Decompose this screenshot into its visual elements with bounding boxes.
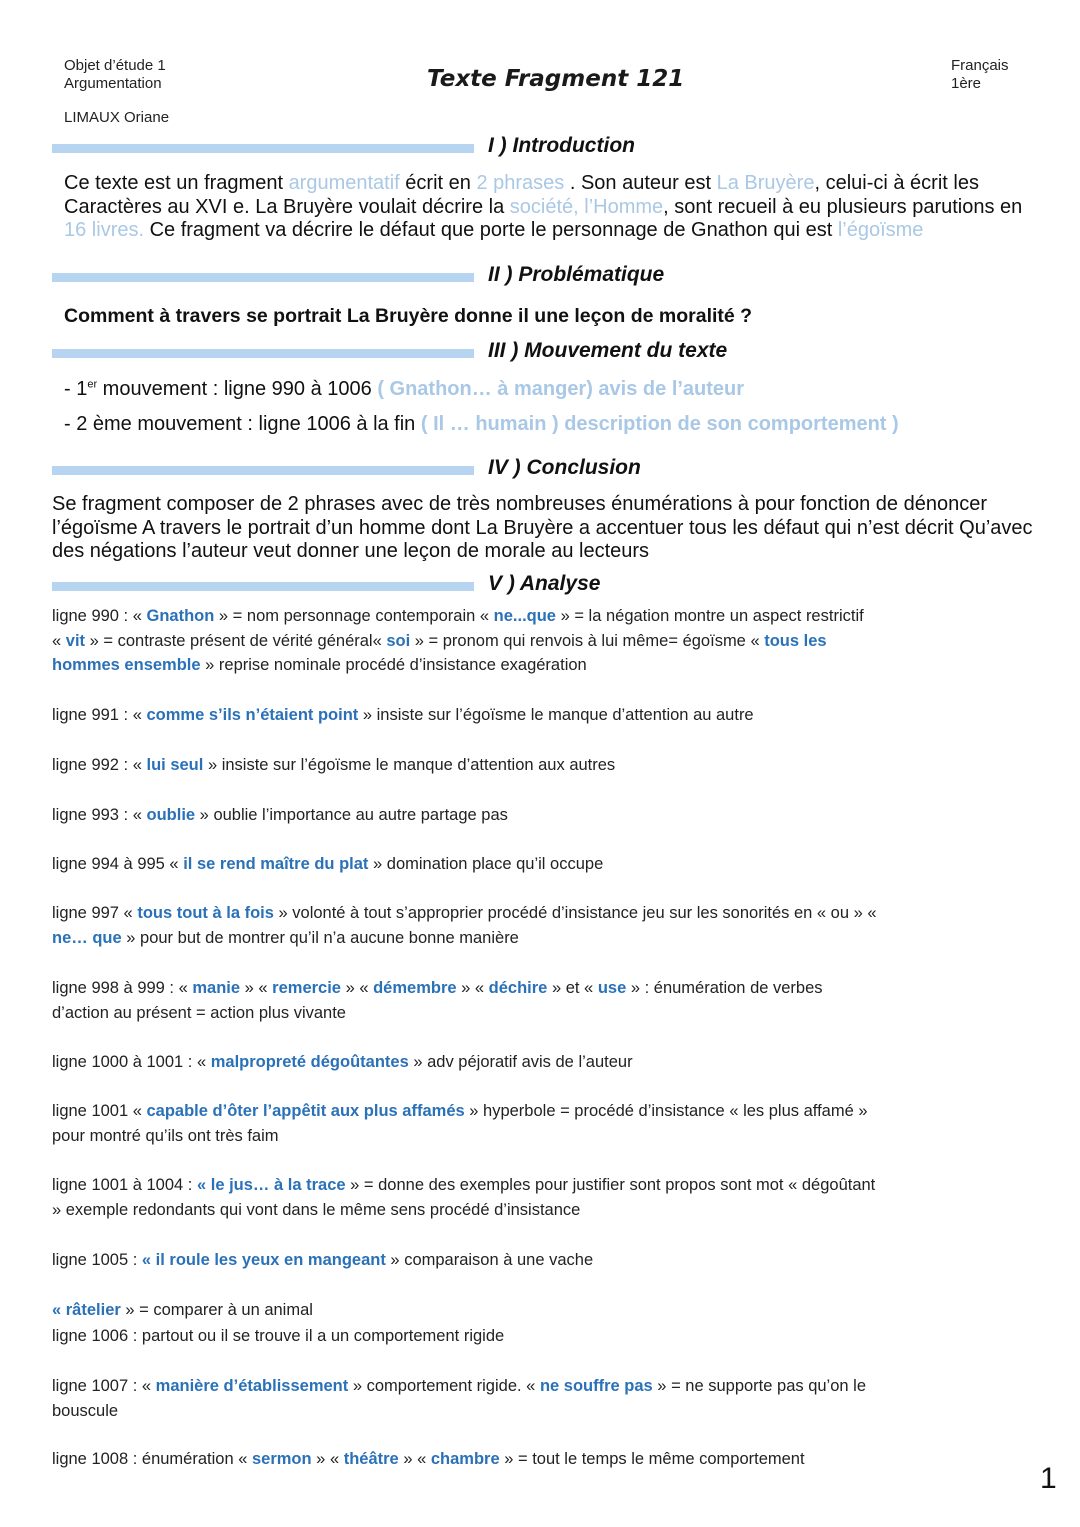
analysis-keyword: vit — [65, 631, 86, 650]
section-bar — [52, 144, 474, 153]
analysis-text: » insiste sur l’égoïsme le manque d’attention au autre — [358, 706, 754, 724]
level: 1ère — [951, 75, 982, 92]
analysis-text: » hyperbole = procédé d’insistance « les plus affamé » pour montré qu’ils ont très faim — [52, 1102, 868, 1145]
analysis-text: » « — [456, 979, 489, 997]
analysis-keyword: malpropreté dégoûtantes — [210, 1053, 409, 1071]
analysis-text: ligne 1001 « — [52, 1102, 147, 1120]
analysis-item — [52, 703, 877, 728]
intro-highlight: 16 livres. — [64, 219, 145, 241]
analysis-text: ligne 1001 à 1004 : — [52, 1176, 197, 1194]
movement-text: - 1 — [64, 378, 88, 400]
movement-text: mouvement : ligne 990 à 1006 — [97, 378, 378, 400]
analysis-item — [52, 1374, 887, 1423]
analysis-text: » = donne des exemples pour justifier sont propos sont mot « dégoûtant » exemple redondants qui vont dans le même sens procédé d’insistance — [52, 1176, 876, 1219]
analysis-keyword: il se rend maître du plat — [183, 855, 369, 873]
analysis-text: » « — [398, 1450, 431, 1468]
analysis-text: » volonté à tout s’approprier procédé d’insistance jeu sur les sonorités en « ou » « — [273, 904, 877, 922]
analysis-text: » « — [340, 979, 374, 997]
analysis-text: » reprise nominale procédé d’insistance exagération — [200, 656, 587, 674]
analysis-keyword: ne… que — [52, 928, 122, 947]
analysis-text: ligne 991 : « — [52, 706, 147, 724]
intro-text: , celui-ci à écrit les Caractères au XVI e. La Bruyère voulait décrire la — [64, 172, 979, 218]
intro-paragraph — [64, 172, 1039, 243]
analysis-keyword: tous tout à la fois — [137, 904, 274, 922]
analysis-text: » et « — [547, 979, 598, 997]
analysis-item — [52, 1050, 877, 1075]
analysis-text: ligne 1008 : énumération « — [52, 1450, 252, 1468]
analysis-text: » oublie l’importance au autre partage pas — [195, 806, 508, 824]
intro-text: Ce texte est un fragment — [64, 172, 289, 194]
analysis-item — [52, 1099, 877, 1148]
movement-highlight: ( Il … humain ) description de son comportement ) — [420, 413, 899, 435]
analysis-item — [52, 901, 877, 950]
analysis-item — [52, 604, 877, 678]
analysis-keyword: use — [597, 979, 627, 997]
analysis-item — [52, 976, 842, 1025]
section-bar — [52, 466, 474, 475]
analysis-text: ligne 1000 à 1001 : « — [52, 1053, 211, 1071]
section-title: III ) Mouvement du texte — [488, 339, 728, 362]
analysis-text: » = nom personnage contemporain « — [214, 607, 494, 625]
analysis-text: » « — [311, 1450, 344, 1468]
analysis-keyword: déchire — [488, 979, 548, 997]
analysis-text: ligne 1006 : partout ou il se trouve il a un comportement rigide — [52, 1327, 505, 1345]
analysis-keyword: capable d’ôter l’appêtit aux plus affamés — [146, 1102, 465, 1120]
intro-highlight: argumentatif — [288, 172, 400, 194]
conclusion-paragraph: Se fragment composer de 2 phrases avec de très nombreuses énumérations à pour fonction de dénoncer l’égoïsme A travers le portrait d’un homme dont La Bruyère a accentuer tous les défaut qui n’est décrit Qu’avec des négations l’auteur veut donner une leçon de morale au lecteurs — [52, 493, 1033, 562]
analysis-keyword: démembre — [373, 979, 457, 997]
analysis-text: ligne 990 : « — [52, 607, 147, 625]
analysis-text: » « — [240, 979, 273, 997]
analysis-text: ligne 1005 : — [52, 1251, 142, 1269]
analysis-text: ligne 992 : « — [52, 756, 147, 774]
analysis-text: ligne 993 : « — [52, 806, 147, 824]
analysis-keyword: comme s’ils n’étaient point — [146, 706, 359, 724]
analysis-text: » = pronom qui renvois à lui même= égoïsme « — [410, 631, 765, 650]
section-title: IV ) Conclusion — [488, 456, 641, 479]
analysis-item — [52, 753, 877, 778]
analysis-text: » insiste sur l’égoïsme le manque d’attention aux autres — [203, 756, 616, 774]
intro-text: . Son auteur est — [564, 172, 717, 194]
movement-2 — [64, 413, 899, 436]
movement-text: - 2 ème mouvement : ligne 1006 à la fin — [64, 413, 421, 435]
section-bar — [52, 273, 474, 282]
intro-highlight: l’égoïsme — [837, 219, 924, 241]
intro-text: écrit en — [399, 172, 477, 194]
analysis-text: » : énumération de verbes d’action au présent = action plus vivante — [52, 979, 823, 1022]
analysis-text: » = comparer à un animal — [120, 1301, 313, 1319]
analysis-text: ligne 1007 : « — [52, 1377, 156, 1395]
intro-text: Ce fragment va décrire le défaut que porte le personnage de Gnathon qui est — [144, 219, 838, 241]
section-bar — [52, 349, 474, 358]
analysis-keyword: sermon — [251, 1450, 312, 1468]
intro-highlight: société, l’Homme — [509, 195, 664, 218]
analysis-text: » = tout le temps le même comportement — [499, 1450, 805, 1468]
analysis-keyword: Gnathon — [146, 607, 215, 625]
analysis-text: ligne 994 à 995 « — [52, 855, 184, 873]
analysis-text: » domination place qu’il occupe — [368, 855, 604, 873]
analysis-keyword: théâtre — [343, 1450, 399, 1468]
page-title: Texte Fragment 121 — [427, 66, 685, 92]
analysis-keyword: ne...que — [493, 607, 556, 625]
author-name: LIMAUX Oriane — [64, 109, 170, 126]
movement-1 — [64, 378, 744, 401]
problematique-question: Comment à travers se portrait La Bruyère donne il une leçon de moralité ? — [64, 305, 753, 327]
analysis-keyword: tous les hommes ensemble — [52, 631, 827, 674]
analysis-text: » comparaison à une vache — [385, 1251, 594, 1269]
subject-label — [951, 57, 1009, 93]
analysis-text: ligne 998 à 999 : « — [52, 979, 193, 997]
analysis-item — [52, 1298, 877, 1323]
analysis-keyword: « il roule les yeux en mangeant — [141, 1251, 386, 1269]
analysis-item — [52, 1173, 877, 1222]
analysis-keyword: chambre — [430, 1450, 500, 1468]
analysis-text: » comportement rigide. « — [348, 1377, 540, 1395]
page-number: 1 — [1040, 1462, 1057, 1495]
subject: Français — [951, 57, 1009, 74]
section-bar — [52, 582, 474, 591]
section-title: I ) Introduction — [488, 134, 635, 157]
intro-highlight: La Bruyère — [716, 172, 815, 194]
object-line2: Argumentation — [64, 75, 162, 92]
analysis-text: » = contraste présent de vérité général« — [85, 631, 387, 650]
analysis-keyword: manière d’établissement — [155, 1377, 349, 1395]
intro-text: , sont recueil à eu plusieurs parutions en — [663, 195, 1023, 218]
object-line1: Objet d’étude 1 — [64, 57, 166, 74]
object-label — [64, 57, 166, 93]
section-title: II ) Problématique — [488, 263, 665, 286]
analysis-text: » pour but de montrer qu’il n’a aucune bonne manière — [121, 928, 519, 947]
analysis-item — [52, 1324, 877, 1349]
analysis-keyword: « râtelier — [52, 1301, 121, 1319]
analysis-item — [52, 852, 877, 877]
movement-highlight: ( Gnathon… à manger) avis de l’auteur — [377, 378, 745, 400]
section-title: V ) Analyse — [488, 572, 601, 595]
analysis-keyword: manie — [192, 979, 241, 997]
analysis-keyword: oublie — [146, 806, 196, 824]
analysis-text: » adv péjoratif avis de l’auteur — [408, 1053, 633, 1071]
movement-superscript: er — [87, 378, 98, 391]
analysis-item — [52, 803, 877, 828]
analysis-keyword: soi — [386, 631, 411, 650]
analysis-item — [52, 1447, 812, 1472]
analysis-keyword: lui seul — [146, 756, 204, 774]
analysis-text: ligne 997 « — [52, 904, 138, 922]
analysis-keyword: « le jus… à la trace — [196, 1176, 346, 1194]
intro-highlight: 2 phrases — [476, 172, 565, 194]
analysis-text: » = ne supporte pas qu’on le bouscule — [52, 1377, 867, 1420]
analysis-keyword: remercie — [272, 979, 341, 997]
analysis-item — [52, 1248, 877, 1273]
analysis-text: » = la négation montre un aspect restrictif « — [52, 607, 864, 650]
analysis-keyword: ne souffre pas — [539, 1377, 653, 1395]
